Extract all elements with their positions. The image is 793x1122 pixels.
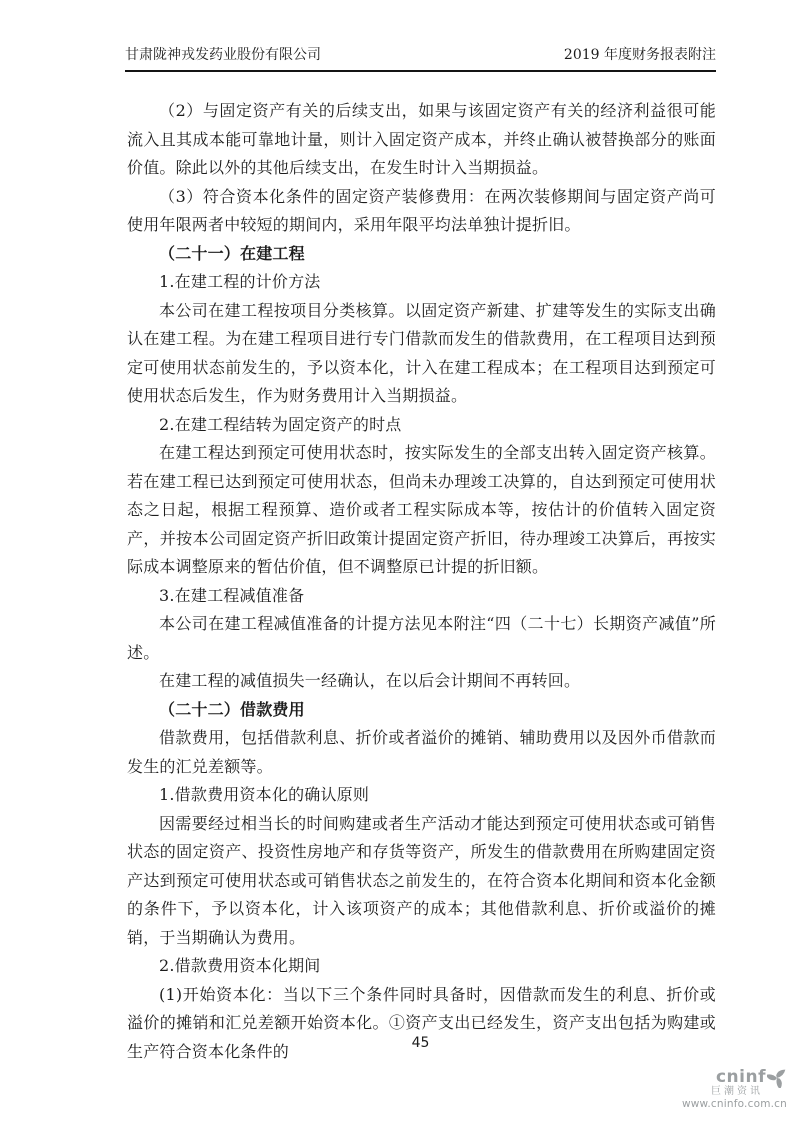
sub-heading: 3.在建工程减值准备 [159,585,305,605]
page-header [125,44,716,72]
header-company-name: 甘肃陇神戎发药业股份有限公司 [125,47,321,63]
cninfo-logo-text: cninf [715,1067,766,1088]
cninfo-logo-url: www.cninfo.com.cn [681,1097,787,1110]
page-number: 45 [411,1035,430,1051]
cninfo-swirl-icon [767,1068,787,1088]
paragraph: 本公司在建工程减值准备的计提方法见本附注“四（二十七）长期资产减值”所述。 [127,614,716,662]
paragraph: 借款费用，包括借款利息、折价或者溢价的摊销、辅助费用以及因外币借款而发生的汇兑差额等。 [127,728,716,776]
paragraph: (1)开始资本化：当以下三个条件同时具备时，因借款而发生的利息、折价或溢价的摊销和汇兑差额开始资本化。①资产支出已经发生，资产支出包括为购建或生产符合资本化条件的 [127,984,716,1061]
sub-heading: 1.借款费用资本化的确认原则 [159,785,370,804]
document-content [127,97,716,1066]
section-heading: （二十二）借款费用 [159,699,305,719]
paragraph: 本公司在建工程按项目分类核算。以固定资产新建、扩建等发生的实际支出确认在建工程。为在建工程项目进行专门借款而发生的借款费用，在工程项目达到预定可使用状态前发生的，予以资本化，计入在建工程成本；在工程项目达到预定可使用状态后发生，作为财务费用计入当期损益。 [127,300,716,405]
sub-heading: 1.在建工程的计价方法 [159,272,321,291]
paragraph: （3）符合资本化条件的固定资产装修费用：在两次装修期间与固定资产尚可使用年限两者中较短的期间内，采用年限平均法单独计提折旧。 [127,186,716,234]
header-doc-title: 2019 年度财务报表附注 [563,47,716,63]
sub-heading: 2.借款费用资本化期间 [159,956,321,975]
section-heading: （二十一）在建工程 [159,243,305,263]
paragraph: 在建工程的减值损失一经确认，在以后会计期间不再转回。 [159,671,581,690]
paragraph: 因需要经过相当长的时间购建或者生产活动才能达到预定可使用状态或可销售状态的固定资产、投资性房地产和存货等资产，所发生的借款费用在所购建固定资产达到预定可使用状态或可销售状态之前发生的，在符合资本化期间和资本化金额的条件下，予以资本化，计入该项资产的成本；其他借款利息、折价或溢价的摊销，于当期确认为费用。 [127,813,716,947]
paragraph: 在建工程达到预定可使用状态时，按实际发生的全部支出转入固定资产核算。若在建工程已达到预定可使用状态，但尚未办理竣工决算的，自达到预定可使用状态之日起，根据工程预算、造价或者工程实际成本等，按估计的价值转入固定资产，并按本公司固定资产折旧政策计提固定资产折旧，待办理竣工决算后，再按实际成本调整原来的暂估价值，但不调整原已计提的折旧额。 [127,443,716,576]
paragraph: （2）与固定资产有关的后续支出，如果与该固定资产有关的经济利益很可能流入且其成本能可靠地计量，则计入固定资产成本，并终止确认被替换部分的账面价值。除此以外的其他后续支出，在发生时计入当期损益。 [127,101,716,177]
cninfo-logo-chinese: 巨潮资讯 [711,1086,763,1097]
sub-heading: 2.在建工程结转为固定资产的时点 [159,414,402,434]
cninfo-logo [639,1068,789,1110]
